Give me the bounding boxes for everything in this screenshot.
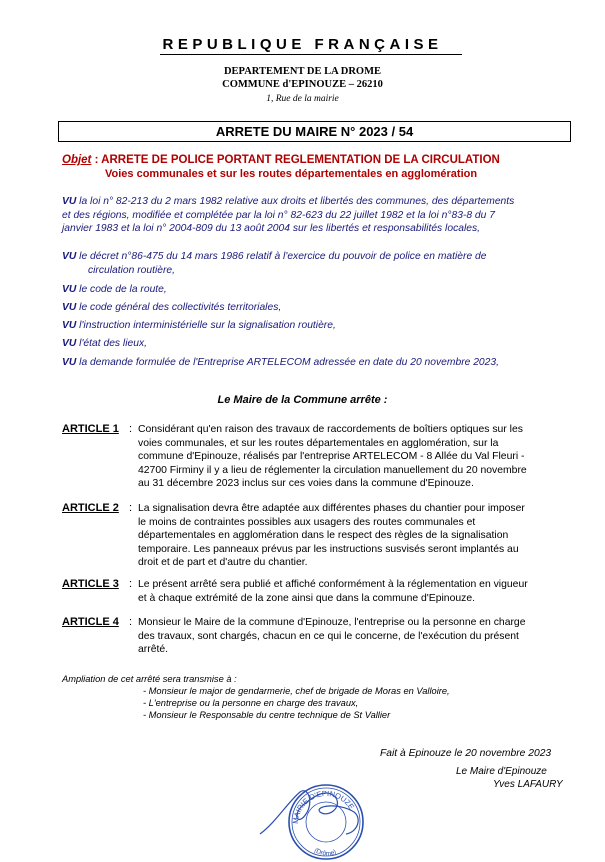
decree-heading: Le Maire de la Commune arrête :: [217, 394, 388, 406]
signatory-name: Yves LAFAURY: [493, 779, 563, 790]
article-line: et à chaque extrémité de la zone ainsi que dans la commune d'Epinouze.: [138, 592, 476, 604]
article-3-text: [138, 578, 568, 605]
vu-clause: VU le code de la route,: [62, 284, 167, 295]
objet-line: [62, 154, 500, 166]
article-line: Le présent arrêté sera publié et affiché conformément à la réglementation en vigueur: [138, 579, 528, 590]
article-2-text: [138, 502, 568, 570]
department-name: DEPARTEMENT DE LA DROME: [223, 66, 382, 77]
objet-text: : ARRETE DE POLICE PORTANT REGLEMENTATION DE LA CIRCULATION: [91, 154, 500, 166]
mairie-stamp: [258, 762, 376, 862]
article-3-label: ARTICLE 3: [62, 578, 119, 590]
article-line: voies communales, et sur les routes départementales en agglomération, sur la: [138, 437, 499, 449]
article-line: Monsieur le Maire de la commune d'Epinouze, l'entreprise ou la personne en charge: [138, 617, 526, 628]
signatory-role: Le Maire d'Epinouze: [456, 766, 547, 777]
stamp-text-bottom: (Drôme): [312, 847, 338, 858]
article-line: 42700 Firminy il y a lieu de réglementer la circulation manuellement du 20 novembre: [138, 464, 527, 476]
article-colon: :: [129, 616, 133, 628]
place-date: Fait à Epinouze le 20 novembre 2023: [380, 748, 552, 759]
vu-clause: [62, 250, 568, 277]
article-line: Considérant qu'en raison des travaux de raccordements de boîtiers optiques sur les: [138, 424, 523, 435]
commune-address: 1, Rue de la mairie: [266, 94, 339, 104]
header-divider: [160, 54, 462, 55]
objet-subtitle: Voies communales et sur les routes départementales en agglomération: [105, 168, 478, 180]
article-4-text: [138, 616, 568, 657]
recipient-item: - Monsieur le Responsable du centre technique de St Vallier: [143, 710, 391, 720]
article-1-label: ARTICLE 1: [62, 423, 119, 435]
republic-heading: REPUBLIQUE FRANÇAISE: [162, 36, 443, 53]
vu-line: et des régions, modifiée et complétée par la loi n° 82-623 du 22 juillet 1982 et la loi n°83-8 du 7: [62, 209, 495, 221]
article-line: au 31 décembre 2023 inclus sur ces voies dans la commune d'Epinouze.: [138, 478, 474, 490]
article-line: le moins de contraintes possibles aux usagers des routes communales et: [138, 516, 476, 528]
article-2-label: ARTICLE 2: [62, 502, 119, 514]
article-line: arrêté.: [138, 644, 169, 656]
commune-name: COMMUNE d'EPINOUZE – 26210: [222, 79, 383, 90]
article-colon: :: [129, 502, 133, 514]
vu-line: circulation routière,: [88, 264, 175, 276]
vu-clause: VU le code général des collectivités territoriales,: [62, 302, 282, 313]
article-1-text: [138, 423, 568, 491]
vu-clause: [62, 195, 568, 236]
vu-line: VU le décret n°86-475 du 14 mars 1986 relatif à l'exercice du pouvoir de police en matière de: [62, 251, 487, 262]
vu-line: janvier 1983 et la loi n° 2004-809 du 13 août 2004 sur les libertés et responsabilités locales,: [62, 223, 480, 234]
vu-clause: VU l'état des lieux,: [62, 338, 147, 349]
article-line: des travaux, sont chargés, chacun en ce qui le concerne, de l'exécution du présent: [138, 630, 519, 642]
article-line: temporaire. Les panneaux prévus par les instructions susvisés seront implantés au: [138, 543, 519, 555]
recipient-item: - Monsieur le major de gendarmerie, chef de brigade de Moras en Valloire,: [143, 686, 450, 696]
stamp-text-top: MAIRIE D'EPINOUZE: [290, 788, 357, 825]
article-line: commune d'Epinouze, réalisés par l'entreprise ARTELECOM - 8 Allée du Val Fleuri -: [138, 451, 525, 463]
ampliation-heading: Ampliation de cet arrêté sera transmise à :: [62, 674, 237, 684]
recipient-item: - L'entreprise ou la personne en charge des travaux,: [143, 698, 359, 708]
vu-line: VU la loi n° 82-213 du 2 mars 1982 relative aux droits et libertés des communes, des départements: [62, 196, 515, 207]
decree-title: ARRETE DU MAIRE N° 2023 / 54: [58, 121, 571, 142]
article-colon: :: [129, 578, 133, 590]
article-line: départementales en agglomération dans le respect des règles de la signalisation: [138, 530, 509, 542]
vu-clause: VU l'instruction interministérielle sur la signalisation routière,: [62, 320, 336, 331]
objet-label: Objet: [62, 154, 92, 166]
article-line: droit et de part et d'autre du chantier.: [138, 557, 308, 569]
article-4-label: ARTICLE 4: [62, 616, 119, 628]
article-colon: :: [129, 423, 133, 435]
article-line: La signalisation devra être adaptée aux différentes phases du chantier pour imposer: [138, 503, 525, 514]
vu-clause: VU la demande formulée de l'Entreprise ARTELECOM adressée en date du 20 novembre 2023,: [62, 357, 499, 368]
